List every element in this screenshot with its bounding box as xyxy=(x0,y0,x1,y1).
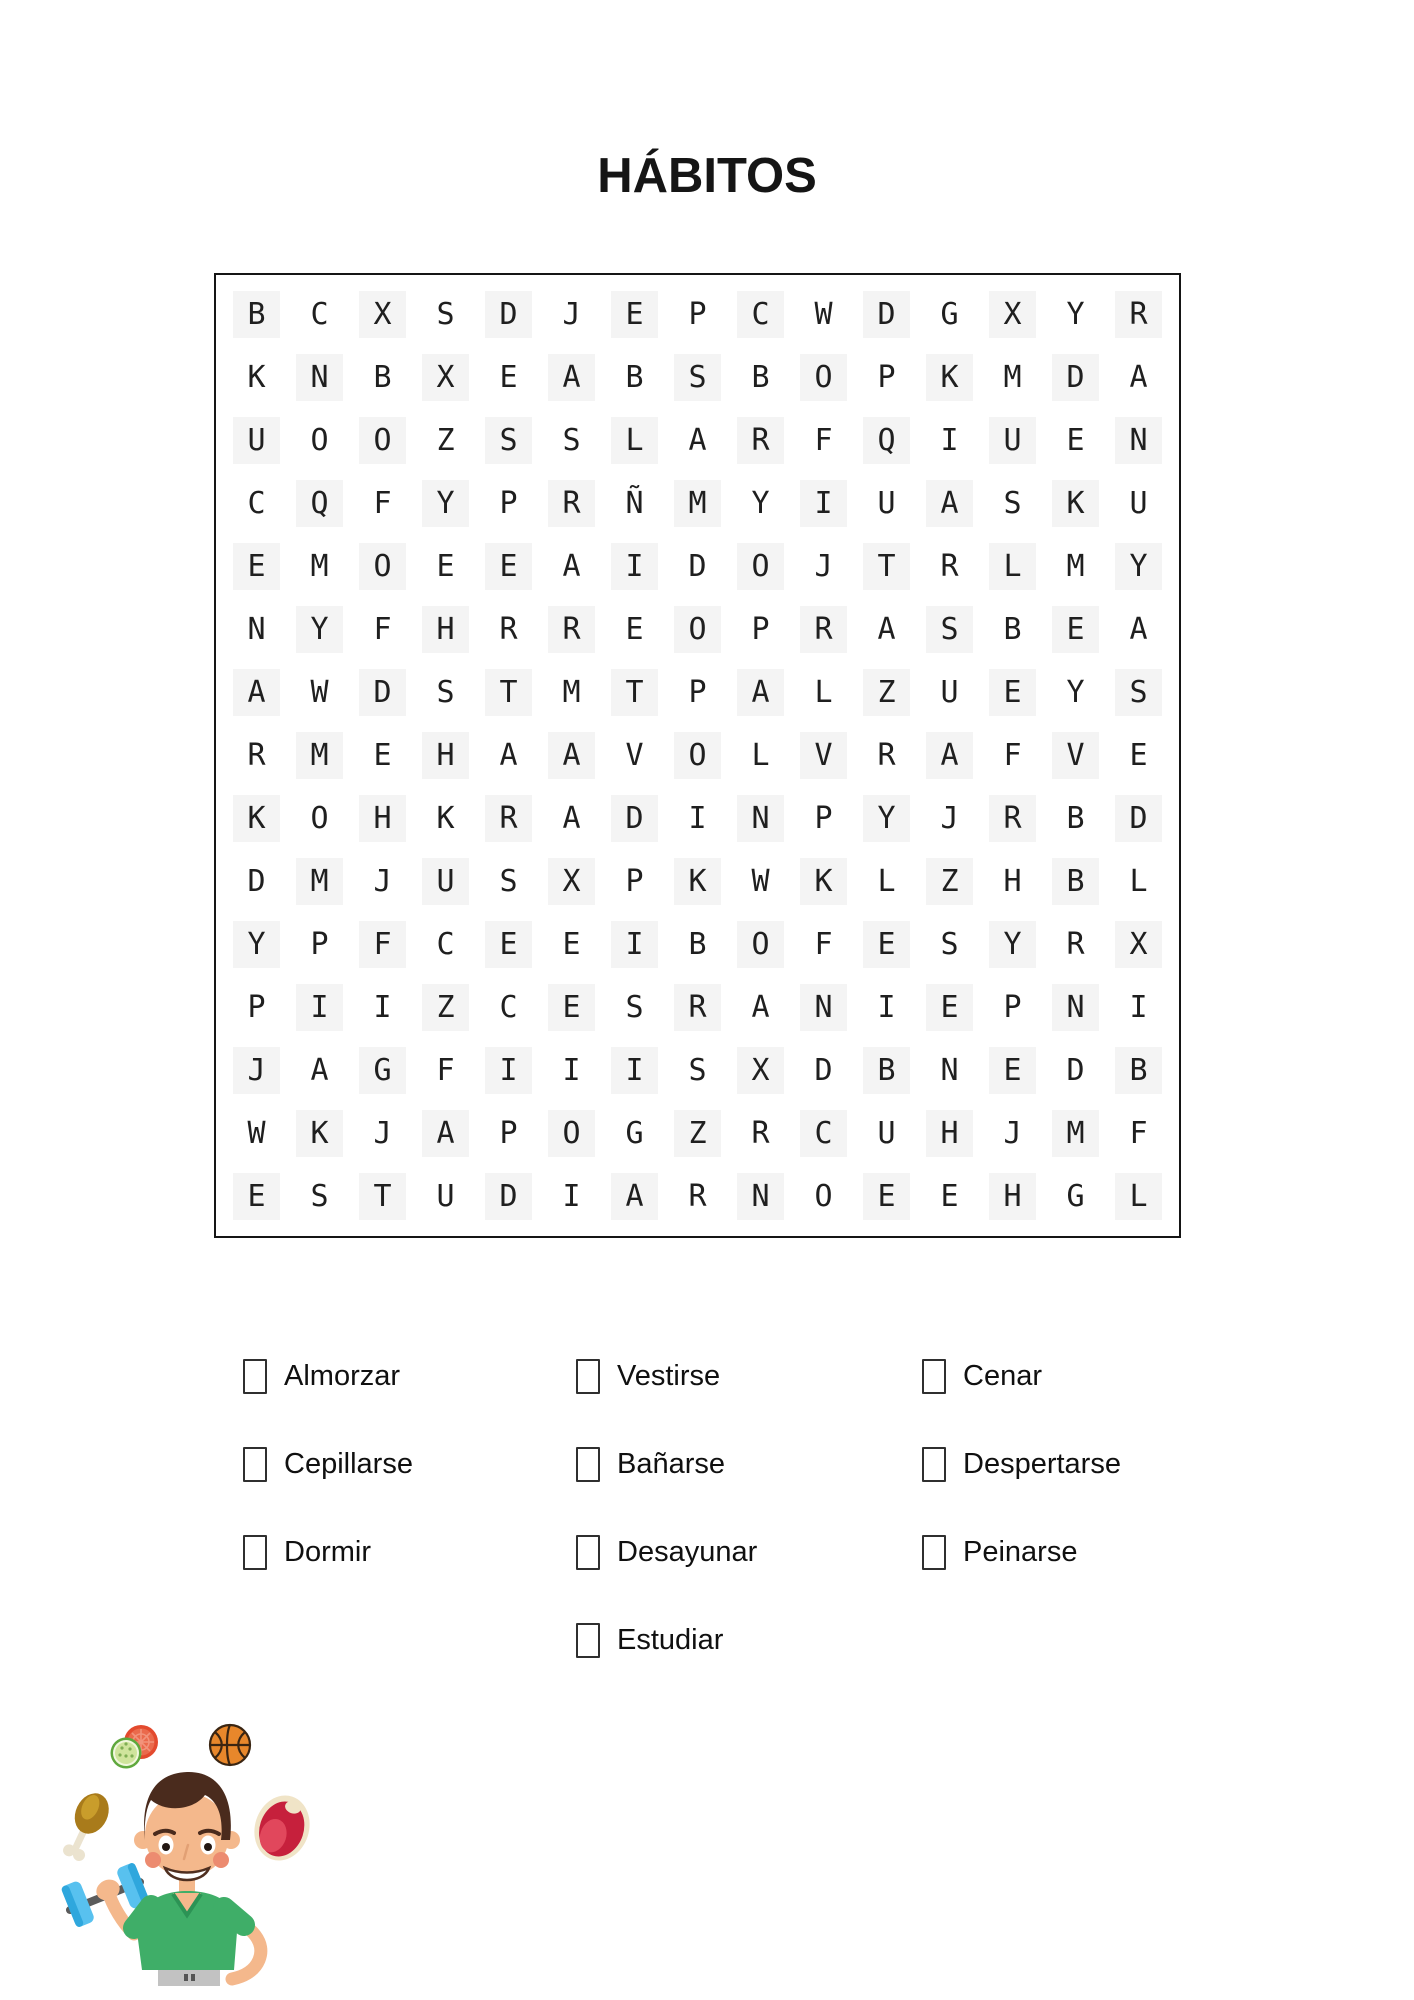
grid-cell[interactable]: C xyxy=(792,1102,855,1165)
grid-cell[interactable]: M xyxy=(562,675,581,710)
grid-cell[interactable]: R xyxy=(751,1116,770,1151)
grid-cell[interactable]: F xyxy=(351,913,414,976)
word-item[interactable] xyxy=(243,1356,413,1396)
grid-cell[interactable]: G xyxy=(1066,1179,1085,1214)
word-item[interactable] xyxy=(576,1444,757,1484)
grid-cell[interactable]: M xyxy=(1003,360,1022,395)
grid-cell[interactable]: G xyxy=(940,297,959,332)
letter-grid xyxy=(214,273,1181,1238)
word-list-column-3 xyxy=(922,1356,1121,1620)
grid-cell[interactable]: Z xyxy=(918,850,981,913)
word-label: Despertarse xyxy=(963,1447,1121,1480)
grid-cell[interactable]: S xyxy=(477,409,540,472)
grid-cell[interactable]: U xyxy=(877,486,896,521)
word-label: Desayunar xyxy=(617,1535,758,1568)
grid-cell[interactable]: I xyxy=(1129,990,1148,1025)
grid-cell[interactable]: M xyxy=(310,549,329,584)
drumstick-icon xyxy=(57,1788,116,1865)
grid-cell[interactable]: P xyxy=(688,297,707,332)
grid-cell[interactable]: D xyxy=(855,283,918,346)
grid-cell[interactable]: J xyxy=(940,801,959,836)
grid-cell[interactable]: Y xyxy=(855,787,918,850)
grid-cell[interactable]: B xyxy=(625,360,644,395)
grid-cell[interactable]: U xyxy=(940,675,959,710)
grid-cell[interactable]: S xyxy=(436,297,455,332)
grid-cell[interactable]: K xyxy=(247,360,266,395)
grid-cell[interactable]: A xyxy=(562,549,581,584)
checkbox-icon[interactable] xyxy=(922,1535,946,1570)
grid-cell[interactable]: N xyxy=(288,346,351,409)
word-item[interactable] xyxy=(922,1532,1121,1572)
grid-cell[interactable]: T xyxy=(855,535,918,598)
grid-cell[interactable]: J xyxy=(1003,1116,1022,1151)
grid-cell[interactable]: O xyxy=(310,801,329,836)
grid-cell[interactable]: W xyxy=(751,864,770,899)
checkbox-icon[interactable] xyxy=(576,1359,600,1394)
checkbox-icon[interactable] xyxy=(922,1447,946,1482)
grid-cell[interactable]: A xyxy=(310,1053,329,1088)
grid-cell[interactable]: D xyxy=(1107,787,1170,850)
grid-cell[interactable]: F xyxy=(436,1053,455,1088)
grid-cell[interactable]: L xyxy=(1107,1165,1170,1228)
grid-cell[interactable]: E xyxy=(225,535,288,598)
grid-cell[interactable]: D xyxy=(603,787,666,850)
grid-cell[interactable]: E xyxy=(562,927,581,962)
grid-cell[interactable]: E xyxy=(855,1165,918,1228)
grid-cell[interactable]: N xyxy=(729,787,792,850)
grid-cell[interactable]: V xyxy=(625,738,644,773)
grid-cell[interactable]: K xyxy=(792,850,855,913)
grid-cell[interactable]: G xyxy=(351,1039,414,1102)
grid-cell[interactable]: R xyxy=(499,612,518,647)
grid-cell[interactable]: N xyxy=(247,612,266,647)
grid-cell[interactable]: O xyxy=(351,409,414,472)
grid-cell[interactable]: J xyxy=(373,1116,392,1151)
grid-cell[interactable]: D xyxy=(688,549,707,584)
grid-cell[interactable]: R xyxy=(792,598,855,661)
grid-cell[interactable]: Y xyxy=(1066,675,1085,710)
word-label: Bañarse xyxy=(617,1447,726,1480)
grid-cell[interactable]: R xyxy=(940,549,959,584)
word-item[interactable] xyxy=(576,1356,757,1396)
grid-cell[interactable]: B xyxy=(751,360,770,395)
grid-cell[interactable]: E xyxy=(855,913,918,976)
grid-cell[interactable]: M xyxy=(666,472,729,535)
grid-cell[interactable]: S xyxy=(499,864,518,899)
grid-cell[interactable]: B xyxy=(1044,850,1107,913)
grid-cell[interactable]: O xyxy=(792,346,855,409)
grid-cell[interactable]: O xyxy=(729,913,792,976)
grid-cell[interactable]: E xyxy=(477,535,540,598)
grid-cell[interactable]: S xyxy=(940,927,959,962)
word-item[interactable] xyxy=(922,1444,1121,1484)
grid-cell[interactable]: W xyxy=(247,1116,266,1151)
grid-cell[interactable]: E xyxy=(373,738,392,773)
grid-cell[interactable]: P xyxy=(688,675,707,710)
grid-cell[interactable]: P xyxy=(499,1116,518,1151)
grid-cell[interactable]: J xyxy=(814,549,833,584)
grid-cell[interactable]: W xyxy=(814,297,833,332)
grid-cell[interactable]: R xyxy=(981,787,1044,850)
grid-cell[interactable]: V xyxy=(792,724,855,787)
grid-cell[interactable]: R xyxy=(540,598,603,661)
grid-cell[interactable]: U xyxy=(981,409,1044,472)
grid-cell[interactable]: L xyxy=(814,675,833,710)
grid-cell[interactable]: D xyxy=(351,661,414,724)
grid-cell[interactable]: M xyxy=(1066,549,1085,584)
grid-cell[interactable]: W xyxy=(310,675,329,710)
grid-cell[interactable]: R xyxy=(540,472,603,535)
grid-cell[interactable]: F xyxy=(1129,1116,1148,1151)
grid-cell[interactable]: X xyxy=(729,1039,792,1102)
grid-cell[interactable]: P xyxy=(625,864,644,899)
grid-cell[interactable]: R xyxy=(877,738,896,773)
grid-cell[interactable]: L xyxy=(981,535,1044,598)
grid-cell[interactable]: B xyxy=(855,1039,918,1102)
grid-cell[interactable]: M xyxy=(288,724,351,787)
word-label: Cepillarse xyxy=(284,1447,413,1480)
grid-cell[interactable]: E xyxy=(499,360,518,395)
grid-cell[interactable]: I xyxy=(940,423,959,458)
grid-cell[interactable]: M xyxy=(288,850,351,913)
grid-cell[interactable]: U xyxy=(877,1116,896,1151)
cucumber-slice-icon xyxy=(111,1738,142,1769)
grid-cell[interactable]: F xyxy=(1003,738,1022,773)
grid-cell[interactable]: L xyxy=(603,409,666,472)
grid-cell[interactable]: Q xyxy=(288,472,351,535)
grid-cell[interactable]: R xyxy=(666,976,729,1039)
grid-cell[interactable]: I xyxy=(877,990,896,1025)
grid-cell[interactable]: E xyxy=(625,612,644,647)
grid-cell[interactable]: D xyxy=(1066,1053,1085,1088)
grid-cell[interactable]: D xyxy=(1044,346,1107,409)
grid-cell[interactable]: V xyxy=(1044,724,1107,787)
grid-cell[interactable]: E xyxy=(540,976,603,1039)
grid-cell[interactable]: T xyxy=(603,661,666,724)
grid-cell[interactable]: E xyxy=(918,976,981,1039)
grid-cell[interactable]: C xyxy=(310,297,329,332)
word-label: Almorzar xyxy=(284,1359,401,1392)
checkbox-icon[interactable] xyxy=(576,1623,600,1658)
grid-cell[interactable]: I xyxy=(603,913,666,976)
grid-cell[interactable]: S xyxy=(562,423,581,458)
grid-cell[interactable]: K xyxy=(918,346,981,409)
grid-cell[interactable]: E xyxy=(981,1039,1044,1102)
grid-cell[interactable]: Z xyxy=(666,1102,729,1165)
grid-cell[interactable]: Y xyxy=(225,913,288,976)
grid-cell[interactable]: I xyxy=(603,1039,666,1102)
grid-cell[interactable]: A xyxy=(603,1165,666,1228)
grid-cell[interactable]: O xyxy=(351,535,414,598)
grid-cell[interactable]: A xyxy=(688,423,707,458)
checkbox-icon[interactable] xyxy=(922,1359,946,1394)
grid-cell[interactable]: T xyxy=(351,1165,414,1228)
grid-cell[interactable]: A xyxy=(499,738,518,773)
grid-cell[interactable]: K xyxy=(436,801,455,836)
grid-cell[interactable]: A xyxy=(877,612,896,647)
grid-cell[interactable]: P xyxy=(310,927,329,962)
grid-cell[interactable]: Ñ xyxy=(625,486,644,521)
grid-cell[interactable]: O xyxy=(310,423,329,458)
grid-cell[interactable]: Z xyxy=(436,423,455,458)
grid-cell[interactable]: A xyxy=(225,661,288,724)
grid-cell[interactable]: E xyxy=(225,1165,288,1228)
grid-cell[interactable]: L xyxy=(877,864,896,899)
grid-cell[interactable]: S xyxy=(1107,661,1170,724)
checkbox-icon[interactable] xyxy=(576,1535,600,1570)
grid-cell[interactable]: S xyxy=(436,675,455,710)
grid-cell[interactable]: R xyxy=(477,787,540,850)
grid-cell[interactable]: I xyxy=(562,1179,581,1214)
grid-cell[interactable]: M xyxy=(1044,1102,1107,1165)
grid-cell[interactable]: A xyxy=(540,346,603,409)
grid-cell[interactable]: P xyxy=(751,612,770,647)
grid-cell[interactable]: I xyxy=(562,1053,581,1088)
word-list-column-1 xyxy=(243,1356,413,1620)
word-item[interactable] xyxy=(243,1444,413,1484)
grid-cell[interactable]: X xyxy=(1107,913,1170,976)
word-label: Estudiar xyxy=(617,1623,724,1656)
grid-cell[interactable]: Y xyxy=(751,486,770,521)
grid-cell[interactable]: U xyxy=(436,1179,455,1214)
word-list-column-2 xyxy=(576,1356,757,1708)
grid-cell[interactable]: B xyxy=(225,283,288,346)
boy-exercise-illustration xyxy=(38,1688,314,2000)
grid-cell[interactable]: Q xyxy=(855,409,918,472)
grid-cell[interactable]: Y xyxy=(288,598,351,661)
grid-cell[interactable]: N xyxy=(729,1165,792,1228)
grid-cell[interactable]: J xyxy=(562,297,581,332)
grid-cell[interactable]: Z xyxy=(855,661,918,724)
grid-cell[interactable]: G xyxy=(625,1116,644,1151)
grid-cell[interactable]: N xyxy=(792,976,855,1039)
checkbox-icon[interactable] xyxy=(576,1447,600,1482)
grid-cell[interactable]: B xyxy=(1066,801,1085,836)
grid-cell[interactable]: D xyxy=(814,1053,833,1088)
grid-cell[interactable]: K xyxy=(1044,472,1107,535)
grid-cell[interactable]: E xyxy=(477,913,540,976)
grid-cell[interactable]: H xyxy=(981,1165,1044,1228)
grid-cell[interactable]: E xyxy=(603,283,666,346)
grid-cell[interactable]: S xyxy=(1003,486,1022,521)
grid-cell[interactable]: S xyxy=(688,1053,707,1088)
grid-cell[interactable]: N xyxy=(1044,976,1107,1039)
word-item[interactable] xyxy=(576,1620,757,1660)
grid-cell[interactable]: O xyxy=(814,1179,833,1214)
grid-cell[interactable]: X xyxy=(414,346,477,409)
checkbox-icon[interactable] xyxy=(243,1535,267,1570)
grid-cell[interactable]: Z xyxy=(414,976,477,1039)
grid-cell[interactable]: T xyxy=(477,661,540,724)
grid-cell[interactable]: I xyxy=(477,1039,540,1102)
grid-cell[interactable]: A xyxy=(918,724,981,787)
grid-cell[interactable]: H xyxy=(414,724,477,787)
grid-cell[interactable]: P xyxy=(499,486,518,521)
grid-cell[interactable]: X xyxy=(540,850,603,913)
meat-icon xyxy=(246,1788,314,1867)
grid-cell[interactable]: A xyxy=(1129,360,1148,395)
grid-cell[interactable]: R xyxy=(688,1179,707,1214)
word-label: Vestirse xyxy=(617,1359,721,1392)
grid-cell[interactable]: E xyxy=(1066,423,1085,458)
grid-cell[interactable]: U xyxy=(1129,486,1148,521)
grid-cell[interactable]: R xyxy=(729,409,792,472)
grid-cell[interactable]: L xyxy=(1129,864,1148,899)
grid-cell[interactable]: U xyxy=(225,409,288,472)
grid-cell[interactable]: Y xyxy=(981,913,1044,976)
grid-cell[interactable]: E xyxy=(1044,598,1107,661)
grid-cell[interactable]: L xyxy=(751,738,770,773)
grid-cell[interactable]: J xyxy=(225,1039,288,1102)
word-label: Dormir xyxy=(284,1535,371,1568)
grid-cell[interactable]: P xyxy=(1003,990,1022,1025)
grid-cell[interactable]: A xyxy=(918,472,981,535)
grid-cell[interactable]: B xyxy=(1107,1039,1170,1102)
grid-cell[interactable]: R xyxy=(247,738,266,773)
grid-cell[interactable]: P xyxy=(877,360,896,395)
grid-cell[interactable]: A xyxy=(751,990,770,1025)
grid-cell[interactable]: H xyxy=(1003,864,1022,899)
basketball-icon xyxy=(210,1725,250,1765)
grid-cell[interactable]: J xyxy=(373,864,392,899)
word-item[interactable] xyxy=(922,1356,1121,1396)
grid-cell[interactable]: O xyxy=(666,724,729,787)
grid-cell[interactable]: Y xyxy=(1107,535,1170,598)
grid-cell[interactable]: O xyxy=(540,1102,603,1165)
grid-cell[interactable]: X xyxy=(981,283,1044,346)
checkbox-icon[interactable] xyxy=(243,1447,267,1482)
grid-cell[interactable]: P xyxy=(247,990,266,1025)
grid-cell[interactable]: D xyxy=(477,1165,540,1228)
grid-cell[interactable]: H xyxy=(414,598,477,661)
grid-cell[interactable]: E xyxy=(436,549,455,584)
grid-cell[interactable]: F xyxy=(373,612,392,647)
grid-cell[interactable]: D xyxy=(477,283,540,346)
grid-cell[interactable]: C xyxy=(436,927,455,962)
grid-cell[interactable]: I xyxy=(373,990,392,1025)
grid-cell[interactable]: C xyxy=(247,486,266,521)
grid-cell[interactable]: A xyxy=(729,661,792,724)
grid-cell[interactable]: N xyxy=(940,1053,959,1088)
grid-cell[interactable]: Y xyxy=(414,472,477,535)
grid-cell[interactable]: B xyxy=(1003,612,1022,647)
grid-cell[interactable]: I xyxy=(603,535,666,598)
grid-cell[interactable]: Y xyxy=(1066,297,1085,332)
grid-cell[interactable]: K xyxy=(288,1102,351,1165)
word-label: Peinarse xyxy=(963,1535,1078,1568)
grid-cell[interactable]: S xyxy=(918,598,981,661)
grid-cell[interactable]: B xyxy=(373,360,392,395)
grid-cell[interactable]: A xyxy=(1129,612,1148,647)
grid-cell[interactable]: C xyxy=(729,283,792,346)
grid-cell[interactable]: F xyxy=(814,423,833,458)
grid-cell[interactable]: P xyxy=(814,801,833,836)
grid-cell[interactable]: A xyxy=(540,724,603,787)
grid-cell[interactable]: S xyxy=(666,346,729,409)
word-item[interactable] xyxy=(243,1532,413,1572)
word-label: Cenar xyxy=(963,1359,1042,1392)
grid-cell[interactable]: U xyxy=(414,850,477,913)
grid-cell[interactable]: F xyxy=(373,486,392,521)
grid-cell[interactable]: R xyxy=(1107,283,1170,346)
grid-cell[interactable]: F xyxy=(814,927,833,962)
grid-cell[interactable]: S xyxy=(310,1179,329,1214)
checkbox-icon[interactable] xyxy=(243,1359,267,1394)
grid-cell[interactable]: I xyxy=(288,976,351,1039)
grid-cell[interactable]: H xyxy=(918,1102,981,1165)
grid-cell[interactable]: S xyxy=(625,990,644,1025)
grid-cell[interactable]: N xyxy=(1107,409,1170,472)
grid-cell[interactable]: A xyxy=(562,801,581,836)
page-title: HÁBITOS xyxy=(597,149,817,203)
grid-cell[interactable]: K xyxy=(666,850,729,913)
grid-cell[interactable]: X xyxy=(351,283,414,346)
grid-cell[interactable]: R xyxy=(1066,927,1085,962)
grid-cell[interactable]: D xyxy=(247,864,266,899)
grid-cell[interactable]: K xyxy=(225,787,288,850)
grid-cell[interactable]: E xyxy=(981,661,1044,724)
grid-cell[interactable]: O xyxy=(729,535,792,598)
word-item[interactable] xyxy=(576,1532,757,1572)
grid-cell[interactable]: H xyxy=(351,787,414,850)
grid-cell[interactable]: O xyxy=(666,598,729,661)
grid-cell[interactable]: I xyxy=(792,472,855,535)
grid-cell[interactable]: A xyxy=(414,1102,477,1165)
grid-cell[interactable]: E xyxy=(940,1179,959,1214)
grid-cell[interactable]: E xyxy=(1129,738,1148,773)
grid-cell[interactable]: B xyxy=(688,927,707,962)
grid-cell[interactable]: C xyxy=(499,990,518,1025)
grid-cell[interactable]: I xyxy=(688,801,707,836)
